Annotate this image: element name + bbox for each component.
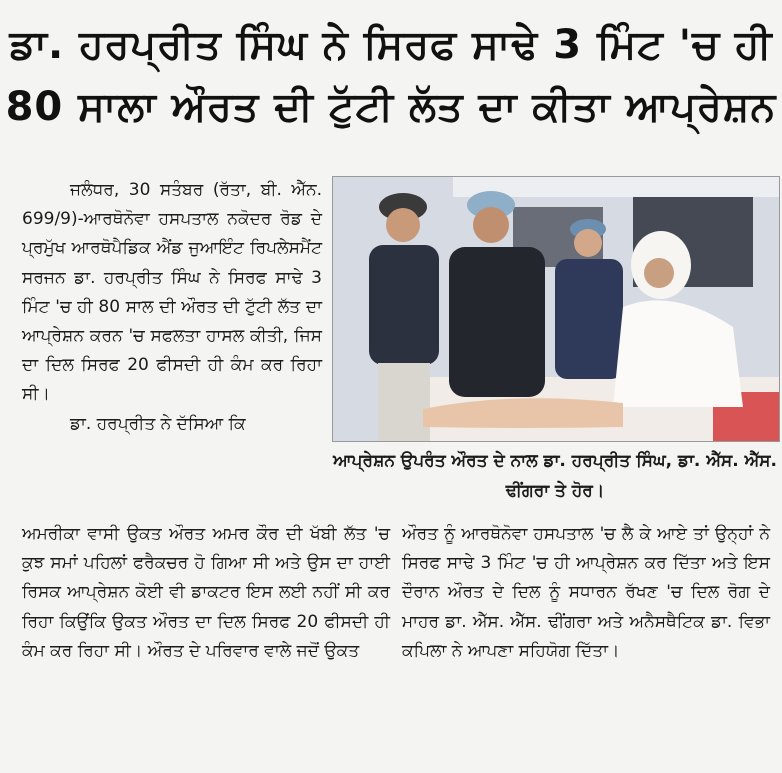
photo-caption: ਆਪ੍ਰੇਸ਼ਨ ਉਪਰੰਤ ਔਰਤ ਦੇ ਨਾਲ ਡਾ. ਹਰਪ੍ਰੀਤ ਸਿੰਘ, ਡਾ. ਐੱਸ. ਐੱਸ. ਢੀਂਗਰਾ ਤੇ ਹੋਰ। [333, 451, 777, 501]
news-photo [332, 176, 780, 442]
headline-line-1: ਡਾ. ਹਰਪ੍ਰੀਤ ਸਿੰਘ ਨੇ ਸਿਰਫ ਸਾਢੇ 3 ਮਿੰਟ 'ਚ ਹੀ [9, 22, 773, 68]
headline-line-2: 80 ਸਾਲਾ ਔਰਤ ਦੀ ਟੁੱਟੀ ਲੱਤ ਦਾ ਕੀਤਾ ਆਪ੍ਰੇਸ਼ਨ [5, 84, 777, 130]
article-paragraph-2-start: ਡਾ. ਹਰਪ੍ਰੀਤ ਨੇ ਦੱਸਿਆ ਕਿ [70, 413, 246, 434]
article-paragraph-2-wide: ਅਮਰੀਕਾ ਵਾਸੀ ਉਕਤ ਔਰਤ ਅਮਰ ਕੌਰ ਦੀ ਖੱਬੀ ਲੱਤ 'ਚ ਕੁਝ ਸਮਾਂ ਪਹਿਲਾਂ ਫਰੈਕਚਰ ਹੋ ਗਿਆ ਸੀ ਅਤੇ ਉਸ ਦਾ ਹਾਈ ਰਿਸਕ ਆਪ੍ਰੇਸ਼ਨ ਕੋਈ ਵੀ ਡਾਕਟਰ ਇਸ ਲਈ ਨਹੀਂ ਸੀ ਕਰ ਰਿਹਾ ਕਿਉਂਕਿ ਉਕਤ ਔਰਤ ਦਾ ਦਿਲ ਸਿਰਫ 20 ਫੀਸਦੀ ਹੀ ਕੰਮ ਕਰ ਰਿਹਾ ਸੀ। ਔਰਤ ਦੇ ਪਰਿਵਾਰ ਵਾਲੇ ਜਦੋਂ ਉਕਤ [22, 524, 390, 661]
article-column-bottom-left [22, 520, 390, 666]
photo-illustration [333, 177, 779, 441]
article-column-left [22, 176, 322, 439]
article-paragraph-1: ਜਲੰਧਰ, 30 ਸਤੰਬਰ (ਰੱਤਾ, ਬੀ. ਐੱਨ. 699/9)-ਆਰਥੋਨੋਵਾ ਹਸਪਤਾਲ ਨਕੋਦਰ ਰੋਡ ਦੇ ਪ੍ਰਮੁੱਖ ਆਰਥੋਪੈਡਿਕ ਐਂਡ ਜੁਆਇੰਟ ਰਿਪਲੇਸਮੈਂਟ ਸਰਜਨ ਡਾ. ਹਰਪ੍ਰੀਤ ਸਿੰਘ ਨੇ ਸਿਰਫ ਸਾਢੇ 3 ਮਿੰਟ 'ਚ ਹੀ 80 ਸਾਲ ਦੀ ਔਰਤ ਦੀ ਟੁੱਟੀ ਲੱਤ ਦਾ ਆਪ੍ਰੇਸ਼ਨ ਕਰਨ 'ਚ ਸਫਲਤਾ ਹਾਸਲ ਕੀਤੀ, ਜਿਸ ਦਾ ਦਿਲ ਸਿਰਫ 20 ਫੀਸਦੀ ਹੀ ਕੰਮ ਕਰ ਰਿਹਾ ਸੀ। [22, 180, 322, 405]
article-paragraph-2-right: ਔਰਤ ਨੂੰ ਆਰਥੋਨੋਵਾ ਹਸਪਤਾਲ 'ਚ ਲੈ ਕੇ ਆਏ ਤਾਂ ਉਨ੍ਹਾਂ ਨੇ ਸਿਰਫ ਸਾਢੇ 3 ਮਿੰਟ 'ਚ ਹੀ ਆਪ੍ਰੇਸ਼ਨ ਕਰ ਦਿੱਤਾ ਅਤੇ ਇਸ ਦੌਰਾਨ ਔਰਤ ਦੇ ਦਿਲ ਨੂੰ ਸਧਾਰਨ ਰੱਖਣ 'ਚ ਦਿਲ ਰੋਗ ਦੇ ਮਾਹਰ ਡਾ. ਐੱਸ. ਐੱਸ. ਢੀਂਗਰਾ ਅਤੇ ਅਨੈਸਥੈਟਿਕ ਡਾ. ਵਿਭਾ ਕਪਿਲਾ ਨੇ ਆਪਣਾ ਸਹਿਯੋਗ ਦਿੱਤਾ। [402, 524, 770, 661]
headline [0, 0, 782, 168]
article-column-bottom-right [402, 520, 770, 666]
